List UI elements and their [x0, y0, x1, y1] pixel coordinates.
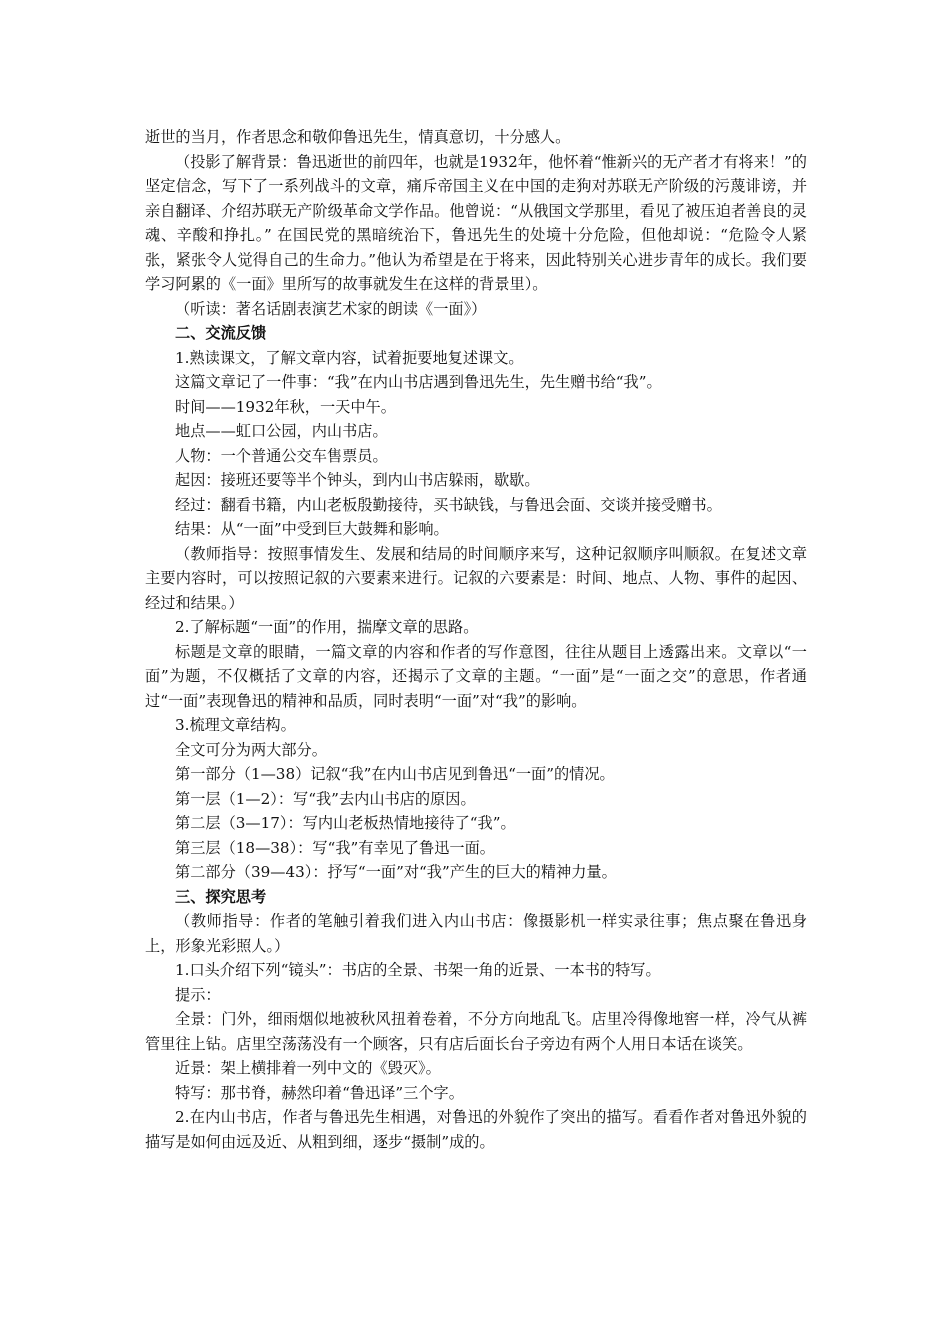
listening-note: （听读：著名话剧表演艺术家的朗读《一面》） — [175, 299, 487, 318]
teacher-guidance: （教师指导：作者的笔触引着我们进入内山书店：像摄影机一样实录往事；焦点聚在鲁迅身上，形象光彩照人。） — [145, 912, 807, 955]
paragraph-panorama: 全景：门外，细雨烟似地被秋风扭着卷着，不分方向地乱飞。店里冷得像地窖一样，冷气从裤管里往上钻。店里空荡荡没有一个顾客，只有店后面长台子旁边有两个人用日本话在谈笑。 — [145, 1010, 807, 1053]
paragraph-time: 时间——1932年秋，一天中午。 — [175, 397, 396, 416]
paragraph: 这篇文章记了一件事：“我”在内山书店遇到鲁迅先生，先生赠书给“我”。 — [175, 373, 662, 391]
paragraph-cause: 起因：接班还要等半个钟头，到内山书店躲雨，歇歇。 — [175, 471, 540, 489]
hint-label: 提示： — [175, 985, 221, 1004]
paragraph: 逝世的当月，作者思念和敬仰鲁迅先生，情真意切，十分感人。 — [145, 128, 571, 146]
document-page — [145, 125, 807, 1154]
paragraph-result: 结果：从“一面”中受到巨大鼓舞和影响。 — [175, 520, 449, 538]
section-heading-3: 三、探究思考 — [175, 887, 267, 906]
structure-part-1: 第一部分（1—38）记叙“我”在内山书店见到鲁迅“一面”的情况。 — [175, 765, 615, 783]
paragraph: 标题是文章的眼睛，一篇文章的内容和作者的写作意图，往往从题目上透露出来。文章以“一面”为题，不仅概括了文章的内容，还揭示了文章的主题。“一面”是“一面之交”的意思，作者通过“一面”表现鲁迅的精神和品质，同时表明“一面”对“我”的影响。 — [145, 642, 807, 710]
question-3: 3.梳理文章结构。 — [175, 716, 296, 734]
teacher-guidance: （教师指导：按照事情发生、发展和结局的时间顺序来写，这种记叙顺序叫顺叙。在复述文章主要内容时，可以按照记叙的六要素来进行。记叙的六要素是：时间、地点、人物、事件的起因、经过和结果。） — [145, 544, 807, 612]
background-note: （投影了解背景：鲁迅逝世的前四年，也就是1932年，他怀着“惟新兴的无产者才有将来！”的坚定信念，写下了一系列战斗的文章，痛斥帝国主义在中国的走狗对苏联无产阶级的污蔑诽谤，并亲自翻译、介绍苏联无产阶级革命文学作品。他曾说：“从俄国文学那里，看见了被压迫者善良的灵魂、辛酸和挣扎。” 在国民党的黑暗统治下，鲁迅先生的处境十分危险，但他却说：“危险令人紧张，紧张令人觉得自己的生命力。”他认为希望是在于将来，因此特别关心进步青年的成长。我们要学习阿累的《一面》里所写的故事就发生在这样的背景里）。 — [145, 152, 807, 293]
paragraph-closeup: 近景：架上横排着一列中文的《毁灭》。 — [175, 1059, 441, 1077]
question-2: 2.了解标题“一面”的作用，揣摩文章的思路。 — [175, 618, 479, 636]
paragraph-place: 地点——虹口公园，内山书店。 — [175, 422, 388, 440]
structure-layer-2: 第二层（3—17）：写内山老板热情地接待了“我”。 — [175, 814, 516, 832]
section-heading-2: 二、交流反馈 — [175, 324, 267, 342]
question-1: 1.口头介绍下列“镜头”：书店的全景、书架一角的近景、一本书的特写。 — [175, 961, 661, 979]
paragraph: 全文可分为两大部分。 — [175, 740, 327, 759]
paragraph-process: 经过：翻看书籍，内山老板殷勤接待，买书缺钱，与鲁迅会面、交谈并接受赠书。 — [175, 495, 722, 514]
paragraph-feature: 特写：那书脊，赫然印着“鲁迅译”三个字。 — [175, 1083, 464, 1102]
question-1: 1.熟读课文，了解文章内容，试着扼要地复述课文。 — [175, 348, 524, 367]
structure-layer-1: 第一层（1—2）：写“我”去内山书店的原因。 — [175, 789, 476, 808]
question-2: 2.在内山书店，作者与鲁迅先生相遇，对鲁迅的外貌作了突出的描写。看看作者对鲁迅外貌的描写是如何由远及近、从粗到细，逐步“摄制”成的。 — [145, 1108, 807, 1151]
structure-layer-3: 第三层（18—38）：写“我”有幸见了鲁迅一面。 — [175, 838, 495, 857]
structure-part-2: 第二部分（39—43）：抒写“一面”对“我”产生的巨大的精神力量。 — [175, 863, 617, 881]
paragraph-people: 人物：一个普通公交车售票员。 — [175, 446, 388, 465]
